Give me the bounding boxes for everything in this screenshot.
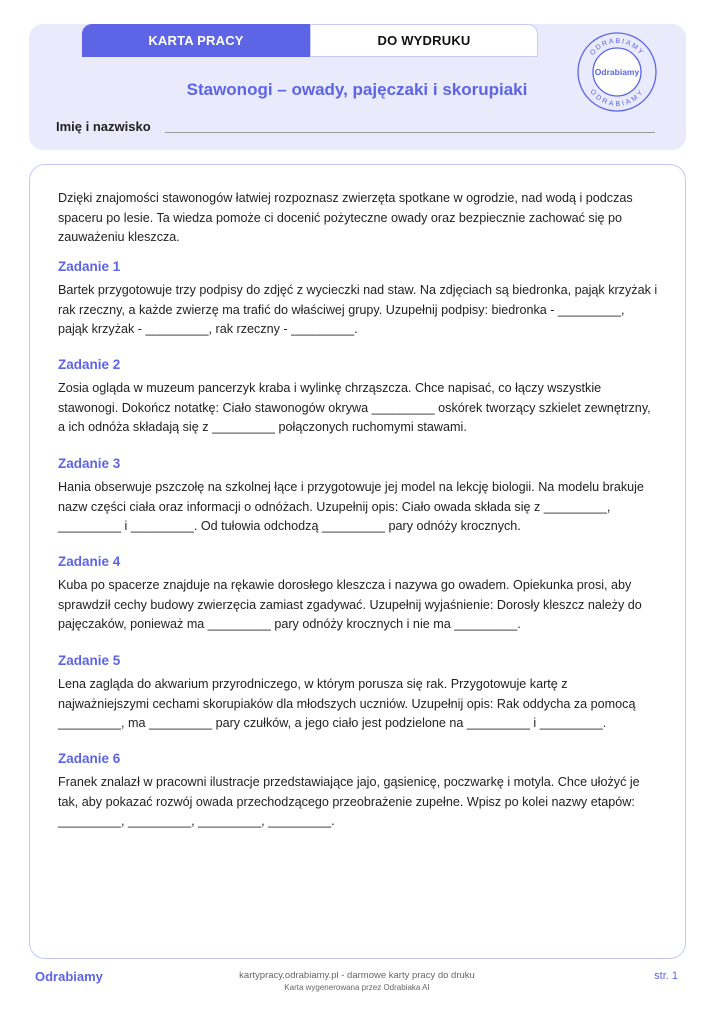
tab-print[interactable]: DO WYDRUKU: [310, 24, 538, 57]
task-title: Zadanie 3: [58, 456, 121, 471]
footer-center: [157, 970, 557, 993]
task-title: Zadanie 1: [58, 259, 121, 274]
odrabiamy-stamp-icon: [576, 31, 658, 113]
stamp-center-text: Odrabiamy: [594, 67, 640, 77]
tab-worksheet[interactable]: KARTA PRACY: [82, 24, 310, 57]
task-title: Zadanie 5: [58, 653, 121, 668]
name-input-line[interactable]: [165, 132, 655, 133]
task-6: [58, 750, 658, 832]
footer-brand: Odrabiamy: [35, 969, 103, 984]
footer-website[interactable]: kartypracy.odrabiamy.pl - darmowe karty pracy do druku: [239, 970, 475, 981]
task-title: Zadanie 4: [58, 554, 121, 569]
task-title: Zadanie 6: [58, 751, 121, 766]
stamp-ring-bottom: ODRABIAMY: [588, 88, 646, 109]
task-3: [58, 455, 658, 537]
footer-generated-note: Karta wygenerowana przez Odrabiaka AI: [284, 983, 430, 992]
task-2: [58, 356, 658, 438]
task-text: Kuba po spacerze znajduje na rękawie dorosłego kleszcza i nazywa go owadem. Opiekunka prosi, aby sprawdził cechy budowy zwierzęcia zamiast zgadywać. Uzupełnij wyjaśnienie: Dorosły kleszcz należy do pajęczaków, ponieważ ma _________ pary odnóży krocznych i nie ma _________.: [58, 578, 642, 631]
page-title: Stawonogi – owady, pajęczaki i skorupiaki: [186, 80, 528, 99]
task-text: Lena zagląda do akwarium przyrodniczego, w którym porusza się rak. Przygotowuje kartę z najważniejszymi cechami skorupiaków dla młodszych uczniów. Uzupełnij opis: Rak oddycha za pomocą _________, ma _________ pary czułków, a jego ciało jest podzielone na _________ i _________.: [58, 677, 636, 730]
task-5: [58, 652, 658, 734]
task-title: Zadanie 2: [58, 357, 121, 372]
intro-paragraph: Dzięki znajomości stawonogów łatwiej rozpoznasz zwierzęta spotkane w ogrodzie, nad wodą i podczas spaceru po lesie. Ta wiedza pomoże ci docenić pożyteczne owady oraz bezpiecznie zachować się po zauważeniu kleszcza.: [58, 191, 633, 244]
task-text: Bartek przygotowuje trzy podpisy do zdjęć z wycieczki nad staw. Na zdjęciach są biedronka, pająk krzyżak i rak rzeczny, a każde zwierzę ma trafić do właściwej grupy. Uzupełnij podpisy: biedronka - _________, pająk krzyżak - _________, rak rzeczny - _________.: [58, 283, 658, 336]
task-4: [58, 553, 658, 635]
task-text: Zosia ogląda w muzeum pancerzyk kraba i wylinkę chrząszcza. Chce napisać, co łączy wszystkie stawonogi. Dokończ notatkę: Ciało stawonogów okrywa _________ oskórek tworzący szkielet zewnętrzny, a ich odnóża składają się z _________ połączonych ruchomymi stawami.: [58, 381, 651, 434]
task-1: [58, 258, 658, 340]
task-text: Franek znalazł w pracowni ilustracje przedstawiające jajo, gąsienicę, poczwarkę i motyla. Chce ułożyć je tak, aby pokazać rozwój owada przechodzącego przeobrażenie zupełne. Wpisz po kolei nazwy etapów: _________, _________, _________, _________.: [58, 775, 640, 828]
name-label: Imię i nazwisko: [56, 119, 151, 134]
stamp-ring-top: ODRABIAMY: [589, 37, 645, 57]
task-text: Hania obserwuje pszczołę na szkolnej łące i przygotowuje jej model na lekcję biologii. Na modelu brakuje nazw części ciała oraz informacji o odnóżach. Uzupełnij opis: Ciało owada składa się z _________, _________ i _________. Od tułowia odchodzą _________ pary odnóży krocznych.: [58, 480, 644, 533]
page-number: str. 1: [654, 970, 678, 982]
